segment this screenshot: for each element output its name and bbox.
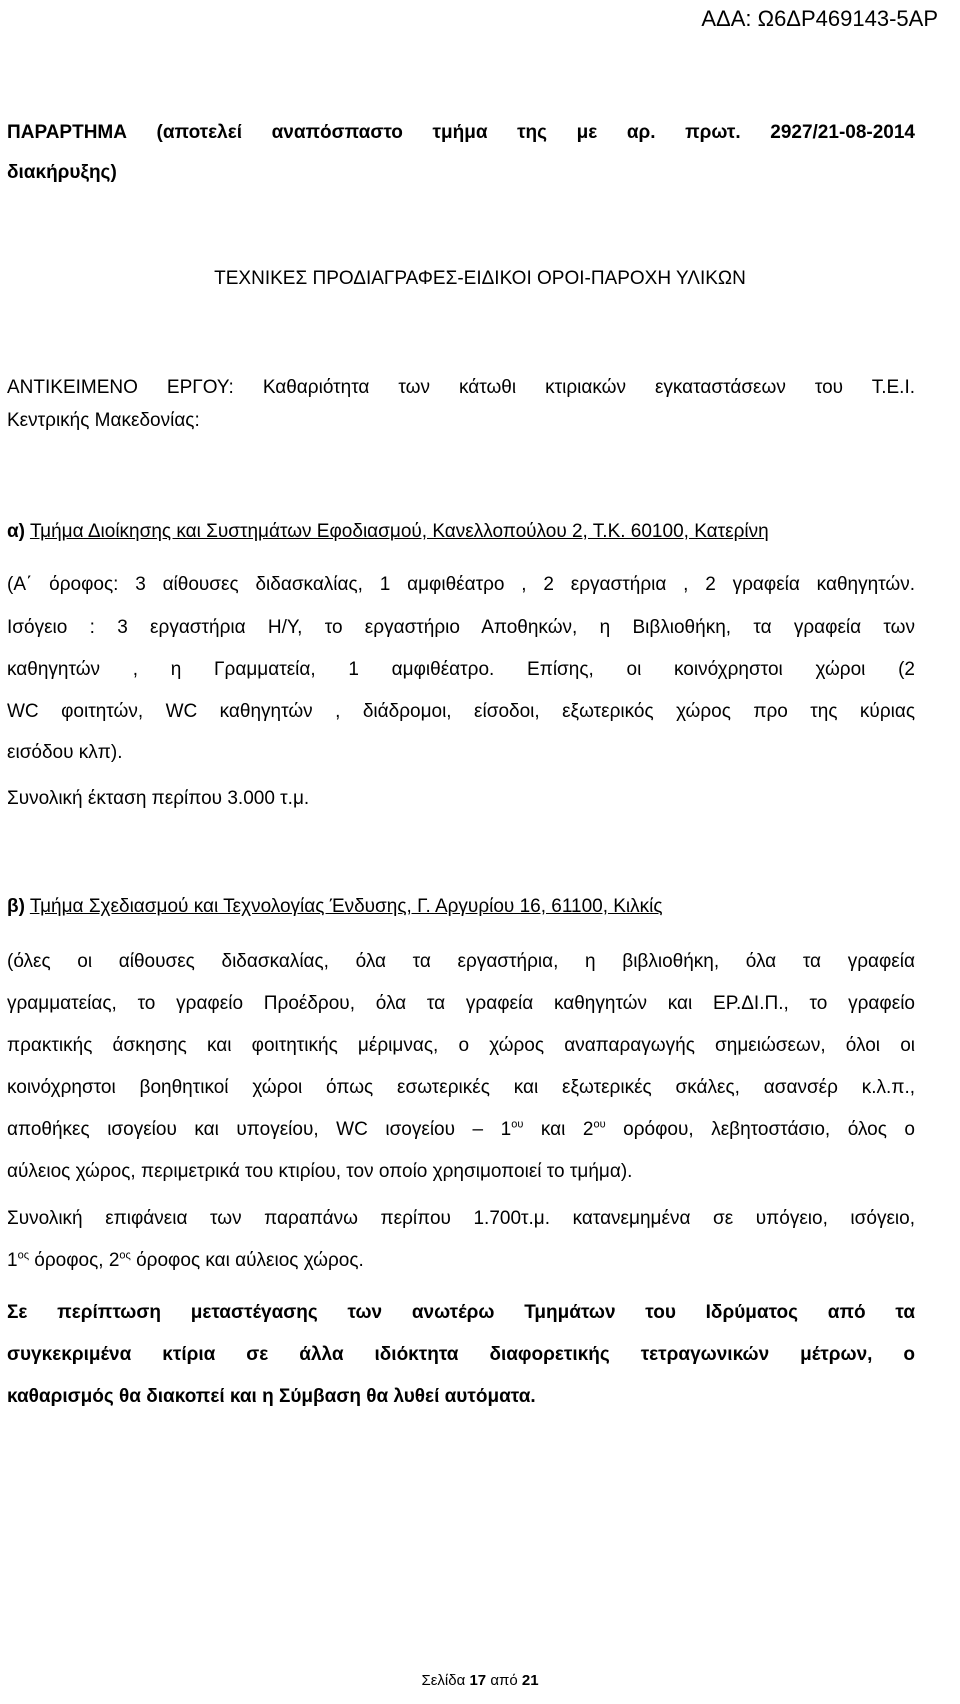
- section-b-line-6: αύλειος χώρος, περιμετρικά του κτιρίου, τον οποίο χρησιμοποιεί το τμήμα).: [7, 1161, 633, 1182]
- footer-middle: από: [490, 1672, 518, 1689]
- section-b-area-1: Συνολική επιφάνεια των παραπάνω περίπου 1.700τ.μ. κατανεμημένα σε υπόγειο, ισόγειο,: [7, 1208, 915, 1229]
- footer-prefix: Σελίδα: [421, 1672, 466, 1689]
- section-a-prefix: α): [7, 521, 26, 542]
- section-a-area: Συνολική έκταση περίπου 3.000 τ.μ.: [7, 788, 310, 809]
- page-footer: [0, 1672, 960, 1689]
- notice-line-2: συγκεκριμένα κτίρια σε άλλα ιδιόκτητα διαφορετικής τετραγωνικών μέτρων, ο: [7, 1344, 915, 1365]
- page-title: ΤΕΧΝΙΚΕΣ ΠΡΟΔΙΑΓΡΑΦΕΣ-ΕΙΔΙΚΟΙ ΟΡΟΙ-ΠΑΡΟΧΗ ΥΛΙΚΩΝ: [214, 268, 746, 289]
- superscript-os-1: ος: [17, 1249, 29, 1262]
- superscript-os-2: ος: [119, 1249, 131, 1262]
- section-b-line-5-c: ορόφου, λεβητοστάσιο, όλος ο: [623, 1119, 915, 1140]
- section-a-line-2: Ισόγειο : 3 εργαστήρια Η/Υ, το εργαστήριο Αποθηκών, η Βιβλιοθήκη, τα γραφεία των: [7, 617, 915, 638]
- section-b-line-5-a: αποθήκες ισογείου και υπογείου, WC ισογείου – 1: [7, 1119, 512, 1140]
- section-b-area-2-b: όροφος, 2: [34, 1250, 120, 1271]
- subject-label: ΑΝΤΙΚΕΙΜΕΝΟ ΕΡΓΟΥ:: [7, 377, 234, 398]
- section-a-heading: [7, 520, 915, 544]
- section-b-line-2: γραμματείας, το γραφείο Προέδρου, όλα τα γραφεία καθηγητών και ΕΡ.ΔΙ.Π., το γραφείο: [7, 993, 915, 1014]
- section-b-line-4: κοινόχρηστοι βοηθητικοί χώροι όπως εσωτερικές και εξωτερικές σκάλες, ασανσέρ κ.λ.π.,: [7, 1077, 915, 1098]
- section-b-heading-text: Τμήμα Σχεδιασμού και Τεχνολογίας Ένδυσης, Γ. Αργυρίου 16, 61100, Κιλκίς: [29, 896, 663, 917]
- footer-page-number: 17: [469, 1672, 487, 1689]
- section-b-prefix: β): [7, 896, 25, 917]
- subject-line-1: [7, 376, 915, 400]
- annex-line-1: ΠΑΡΑΡΤΗΜΑ (αποτελεί αναπόσπαστο τμήμα της με αρ. πρωτ. 2927/21-08-2014: [7, 122, 915, 143]
- section-b-heading: [7, 895, 915, 919]
- superscript-ou-1: ου: [511, 1118, 524, 1131]
- notice-line-3: καθαρισμός θα διακοπεί και η Σύμβαση θα λυθεί αυτόματα.: [7, 1386, 536, 1407]
- ada-code: ΑΔΑ: Ω6ΔΡ469143-5ΑΡ: [701, 6, 938, 31]
- section-b-area-2-a: 1: [7, 1250, 18, 1271]
- annex-line-2: διακήρυξης): [7, 162, 117, 183]
- section-b-area-2-c: όροφος και αύλειος χώρος.: [136, 1250, 364, 1271]
- superscript-ou-2: ου: [593, 1118, 606, 1131]
- section-b-line-1: (όλες οι αίθουσες διδασκαλίας, όλα τα εργαστήρια, η βιβλιοθήκη, όλα τα γραφεία: [7, 951, 915, 972]
- section-b-area-2: [7, 1249, 915, 1273]
- section-b-line-5-b: και 2: [540, 1119, 594, 1140]
- notice-line-1: Σε περίπτωση μεταστέγασης των ανωτέρω Τμημάτων του Ιδρύματος από τα: [7, 1302, 915, 1323]
- subject-line-2: Κεντρικής Μακεδονίας:: [7, 410, 200, 431]
- footer-total-pages: 21: [521, 1672, 539, 1689]
- section-a-line-1: (Α΄ όροφος: 3 αίθουσες διδασκαλίας, 1 αμφιθέατρο , 2 εργαστήρια , 2 γραφεία καθηγητών.: [7, 574, 915, 595]
- subject-text: Καθαριότητα των κάτωθι κτιριακών εγκαταστάσεων του Τ.Ε.Ι.: [262, 377, 916, 398]
- section-a-line-5: εισόδου κλπ).: [7, 742, 123, 763]
- section-a-line-4: WC φοιτητών, WC καθηγητών , διάδρομοι, είσοδοι, εξωτερικός χώρος προ της κύριας: [7, 701, 915, 722]
- section-a-heading-text: Τμήμα Διοίκησης και Συστημάτων Εφοδιασμού, Κανελλοπούλου 2, Τ.Κ. 60100, Κατερίνη: [29, 521, 769, 542]
- section-a-line-3: καθηγητών , η Γραμματεία, 1 αμφιθέατρο. Επίσης, οι κοινόχρηστοι χώροι (2: [7, 659, 915, 680]
- section-b-line-3: πρακτικής άσκησης και φοιτητικής μέριμνας, ο χώρος αναπαραγωγής σημειώσεων, όλοι οι: [7, 1035, 915, 1056]
- section-b-line-5: [7, 1118, 915, 1142]
